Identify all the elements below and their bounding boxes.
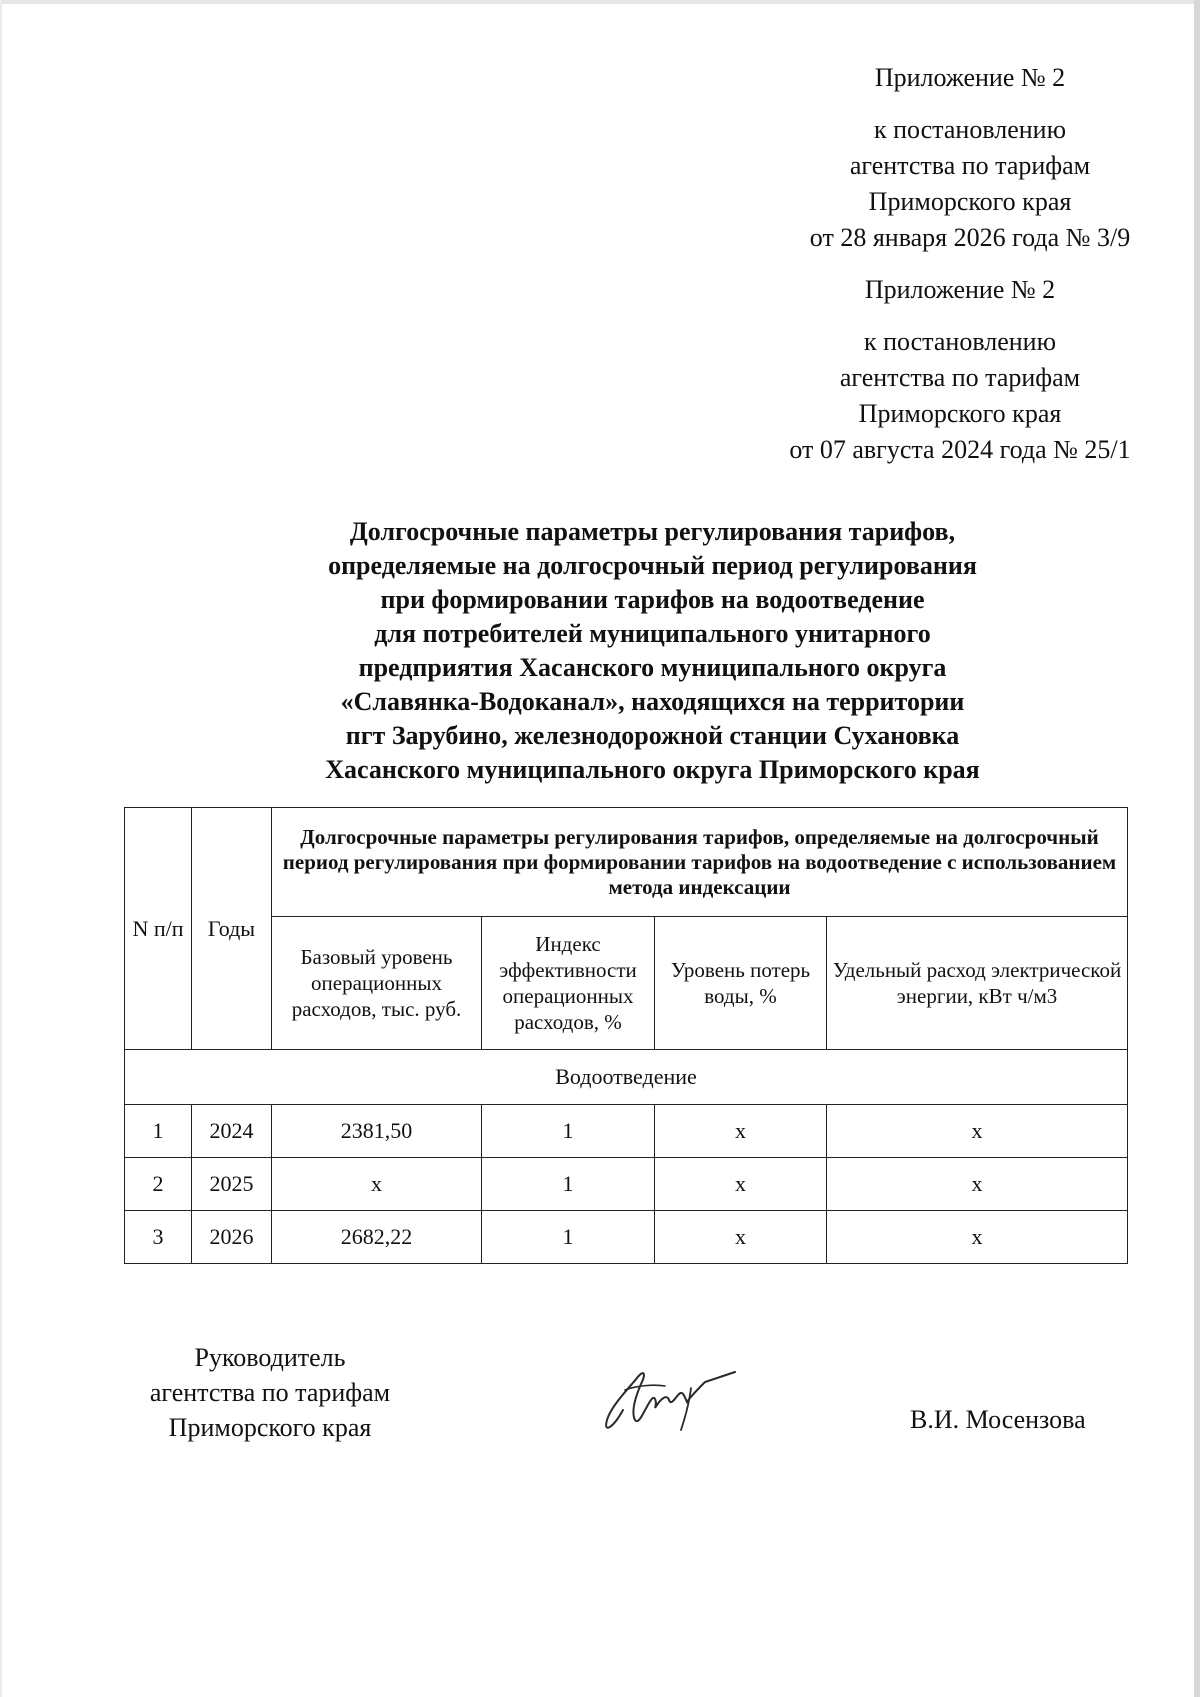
header-energy-consumption: Удельный расход электрической энергии, кВт ч/м3: [827, 917, 1128, 1050]
document-title-line: Долгосрочные параметры регулирования тарифов,: [349, 517, 956, 546]
cell-number: 2: [125, 1158, 192, 1211]
cell-base-opex: 2381,50: [272, 1105, 482, 1158]
document-title: [120, 515, 1185, 787]
signer-position-line: агентства по тарифам: [149, 1378, 391, 1407]
table-row: [125, 1105, 1128, 1158]
appendix-previous-title: Приложение № 2: [864, 275, 1056, 304]
appendix-previous: [740, 272, 1180, 468]
header-years: Годы: [192, 808, 272, 1050]
header-water-losses: Уровень потерь воды, %: [655, 917, 827, 1050]
signer-position-line: Приморского края: [168, 1413, 372, 1442]
document-title-line: Хасанского муниципального округа Приморского края: [325, 755, 980, 784]
cell-energy-consumption: x: [827, 1158, 1128, 1211]
document-title-line: при формировании тарифов на водоотведение: [380, 585, 925, 614]
signer-position: [120, 1340, 420, 1445]
cell-base-opex: 2682,22: [272, 1211, 482, 1264]
document-title-line: предприятия Хасанского муниципального округа: [358, 653, 947, 682]
document-title-line: пгт Зарубино, железнодорожной станции Сухановка: [345, 721, 960, 750]
cell-efficiency-index: 1: [482, 1211, 655, 1264]
page-edge-top: [0, 0, 1200, 4]
document-title-line: определяемые на долгосрочный период регулирования: [328, 551, 977, 580]
header-base-opex: Базовый уровень операционных расходов, тыс. руб.: [272, 917, 482, 1050]
appendix-previous-date: от 07 августа 2024 года № 25/1: [789, 435, 1131, 464]
section-row: [125, 1050, 1128, 1105]
cell-year: 2024: [192, 1105, 272, 1158]
section-label: Водоотведение: [125, 1050, 1128, 1105]
appendix-previous-line: Приморского края: [858, 399, 1062, 428]
cell-water-losses: x: [655, 1211, 827, 1264]
handwritten-signature: [595, 1350, 745, 1440]
page-edge-right: [1194, 0, 1200, 1697]
table-header-row: [125, 808, 1128, 917]
appendix-current-line: Приморского края: [868, 187, 1072, 216]
cell-base-opex: x: [272, 1158, 482, 1211]
table-row: [125, 1211, 1128, 1264]
appendix-current-title: Приложение № 2: [874, 63, 1066, 92]
cell-number: 3: [125, 1211, 192, 1264]
table-subheader-row: [125, 917, 1128, 1050]
signer-position-line: Руководитель: [194, 1343, 346, 1372]
appendix-current-line: агентства по тарифам: [849, 151, 1091, 180]
header-number: N п/п: [125, 808, 192, 1050]
signer-name: В.И. Мосензова: [910, 1405, 1086, 1434]
document-title-line: для потребителей муниципального унитарного: [374, 619, 931, 648]
appendix-current-date: от 28 января 2026 года № 3/9: [809, 223, 1131, 252]
cell-energy-consumption: x: [827, 1105, 1128, 1158]
parameters-table: [124, 807, 1128, 1264]
appendix-current: [760, 60, 1180, 256]
header-group: Долгосрочные параметры регулирования тарифов, определяемые на долгосрочный период регулирования при формировании тарифов на водоотведение с использованием метода индексации: [272, 808, 1128, 917]
appendix-previous-line: агентства по тарифам: [839, 363, 1081, 392]
appendix-previous-line: к постановлению: [863, 327, 1057, 356]
header-efficiency-index: Индекс эффективности операционных расходов, %: [482, 917, 655, 1050]
cell-water-losses: x: [655, 1105, 827, 1158]
cell-number: 1: [125, 1105, 192, 1158]
table-row: [125, 1158, 1128, 1211]
cell-water-losses: x: [655, 1158, 827, 1211]
document-title-line: «Славянка-Водоканал», находящихся на территории: [340, 687, 965, 716]
cell-year: 2025: [192, 1158, 272, 1211]
appendix-current-line: к постановлению: [873, 115, 1067, 144]
cell-energy-consumption: x: [827, 1211, 1128, 1264]
cell-year: 2026: [192, 1211, 272, 1264]
page-edge-left: [0, 0, 2, 1697]
cell-efficiency-index: 1: [482, 1158, 655, 1211]
cell-efficiency-index: 1: [482, 1105, 655, 1158]
